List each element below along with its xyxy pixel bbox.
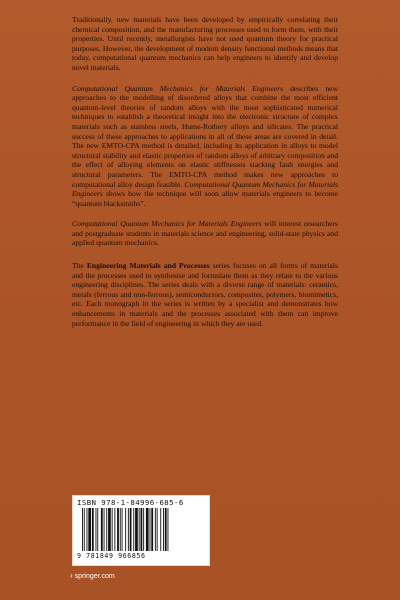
barcode-bar [84, 508, 85, 551]
chevron-right-icon: › [70, 571, 73, 580]
intro-paragraph: Traditionally, new materials have been developed by empirically correlating their chemical composition, and the manufacturing processes used to form them, with their properties. Until recently, metallurgists have not used quantum theory for practical purposes. However, the development of modern density functional methods means that today, computational quantum mechanics can help engineers to identify and develop novel materials. [72, 15, 338, 72]
barcode-bar [135, 508, 138, 551]
series-pre: The [72, 261, 87, 271]
series-name: Engineering Materials and Processes [86, 261, 210, 271]
barcode-bar [125, 508, 126, 551]
barcode-bar [157, 508, 158, 551]
barcode-bar [168, 508, 169, 551]
barcode-bar [104, 508, 105, 551]
back-cover-text [72, 15, 338, 337]
barcode-bar [160, 508, 161, 551]
barcode-bar [92, 508, 94, 551]
barcode-bar [128, 508, 129, 551]
barcode-bar [112, 508, 113, 551]
barcode-bar [143, 508, 144, 551]
barcode-bar [150, 508, 151, 551]
audience-text: will interest researchers and postgraduate students in materials science and engineering, solid-state physics and applied quantum mechanics. [72, 219, 338, 248]
barcode-bar [88, 508, 91, 551]
barcode-bar [106, 508, 107, 551]
book-title: Computational Quantum Mechanics for Materials Engineers [72, 179, 338, 199]
barcode-bar [96, 508, 97, 551]
barcode-bar [87, 508, 88, 551]
barcode-bar [120, 508, 121, 551]
ean-digits: 9 781849 966856 [77, 552, 146, 560]
barcode-bar [151, 508, 153, 551]
description-text-a: describes new approaches to the modelling of disordered alloys that combine the most efficient quantum-level theories of random alloys with the most sophisticated numerical techniques to establish a theoretical insight into the electronic structure of complex materials such as stainless steels, Hume-Rothery alloys and silicates. The practical success of these approaches to applications in all of these areas are covered in detail. The new EMTO-CPA method is detailed, including its application in alloys to model structural stability and elastic properties of random alloys of arbitrary composition and the effect of alloying elements on elastic stiffnesses stacking fault energies and structural parameters. The EMTO-CPA method makes new approaches to computational alloy design feasible. [72, 83, 339, 189]
book-title: Computational Quantum Mechanics for Materials Engineers [72, 83, 284, 93]
series-text: series focuses on all forms of materials and the processes used to synthesise and formulate them as they relate to the various engineering disciplines. The series deals with a diverse range of materials: ceramics, metals (ferrous and non-ferrous), semiconductors, composites, polymers, biomimetics, etc. Each monograph in the series is written by a specialist and demonstrates how enhancements in materials and the processes associated with them can improve performance in the field of engineering in which they are used. [72, 261, 338, 328]
barcode-bar [101, 508, 103, 551]
description-paragraph [72, 84, 338, 209]
barcode-bar [146, 508, 149, 551]
barcode-bar [163, 508, 164, 551]
barcode-box [72, 495, 210, 566]
series-paragraph [72, 261, 338, 328]
publisher-link[interactable] [70, 572, 115, 580]
barcode-bar [108, 508, 111, 551]
barcode-bar [133, 508, 134, 551]
barcode-bar [165, 508, 167, 551]
barcode-bar [130, 508, 132, 551]
isbn-label: ISBN 978-1-84996-685-6 [77, 498, 184, 507]
barcode-bar [82, 508, 83, 551]
barcode-bar [155, 508, 156, 551]
barcode-bars [82, 508, 202, 551]
publisher-url: springer.com [74, 572, 115, 580]
barcode-bar [122, 508, 123, 551]
barcode-bar [97, 508, 98, 551]
barcode-bar [114, 508, 115, 551]
description-text-b: shows how the technique will soon allow materials engineers to become “quantum blacksmiths”. [72, 189, 338, 208]
book-title: Computational Quantum Mechanics for Materials Engineers [72, 219, 262, 229]
barcode-bar [117, 508, 119, 551]
barcode-bar [139, 508, 140, 551]
audience-paragraph [72, 219, 338, 248]
barcode-bar [141, 508, 143, 551]
